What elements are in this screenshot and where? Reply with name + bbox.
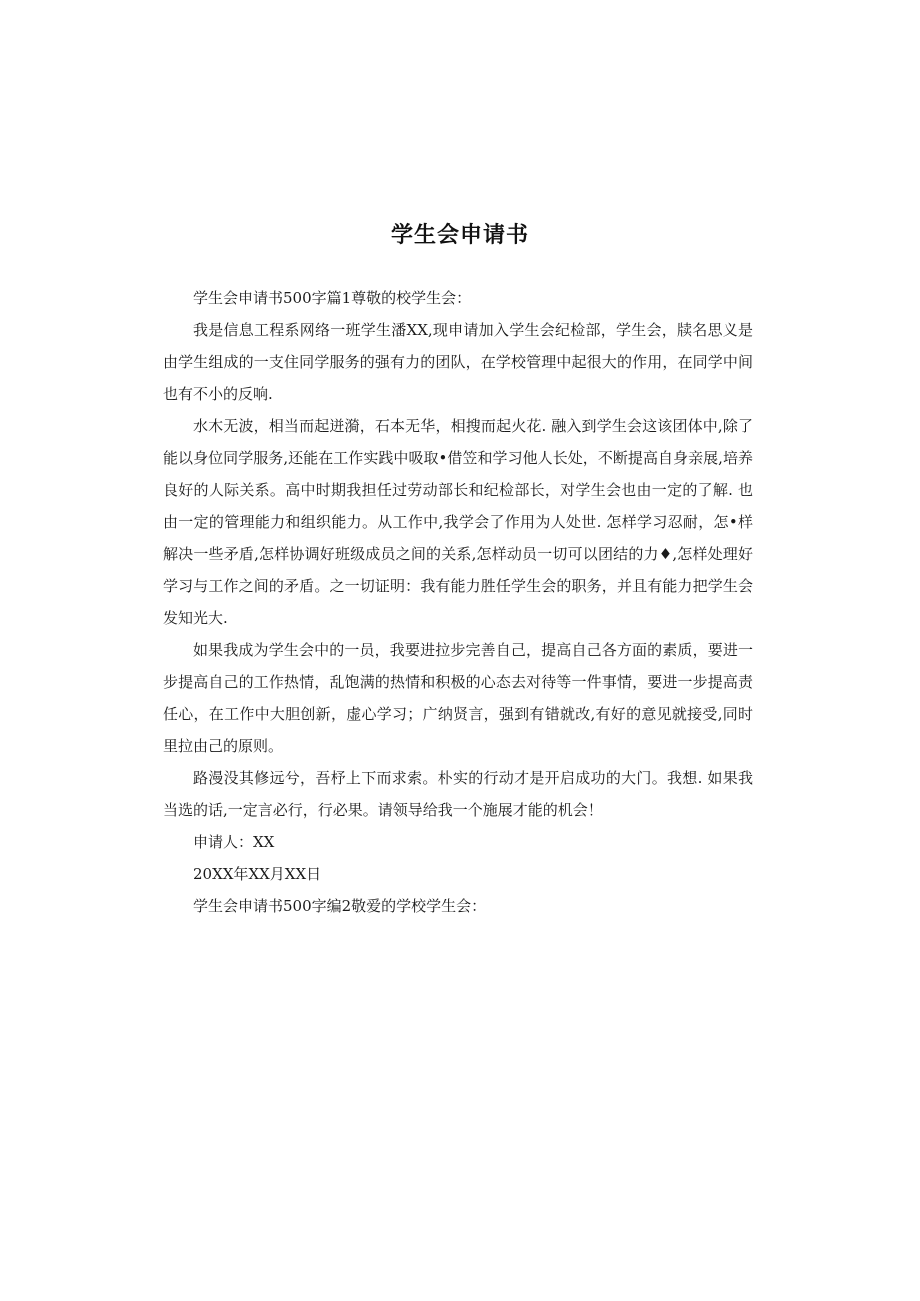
document-title: 学生会申请书 [390,223,529,248]
salutation-paragraph: 学生会申请书500字篇1尊敬的校学生会： [193,289,472,307]
commitment-paragraph: 如果我成为学生会中的一员，我要进拉步完善自己，提高自己各方面的素质，要进一步提高自己的工作热情，乱饱满的热情和积极的心态去对待等一件事情，要进一步提高责任心，在工作中大胆创新，虚心学习；广纳贤言，强到有错就改,有好的意见就接受,同时里拉由己的原则。 [163,641,753,755]
document-body [163,282,753,922]
experience-paragraph: 水木无波，相当而起迸漪，石本无华，相搜而起火花. 融入到学生会这该团体中,除了能以身位同学服务,还能在工作实践中吸取•借笠和学习他人长处，不断提高自身亲展,培养良好的人际关系。高中时期我担任过劳动部长和纪检部长，对学生会也由一定的了解. 也由一定的管理能力和组织能力。从工作中,我学会了作用为人处世. 怎样学习忍耐，怎•样解决一些矛盾,怎样协调好班级成员之间的关系,怎样动员一切可以团结的力♦,怎样处理好学习与工作之间的矛盾。之一切证明：我有能力胜任学生会的职务，并且有能力把学生会发知光大. [163,417,753,627]
second-letter-salutation: 学生会申请书500字编2敬爱的学校学生会： [193,897,487,915]
applicant-line: 申请人：XX [193,833,275,851]
intro-paragraph: 我是信息工程系网络一班学生潘XX,现申请加入学生会纪检部，学生会，牍名思义是由学生组成的一支住同学服务的强有力的团队，在学校管理中起很大的作用，在同学中间也有不小的反响. [163,321,753,403]
date-line: 20XX年XX月XX日 [193,865,322,883]
closing-paragraph: 路漫没其修远兮，吾杼上下而求索。朴实的行动才是开启成功的大门。我想. 如果我当选的话,一定言必行，行必果。请领导给我一个施展才能的机会！ [163,769,753,819]
